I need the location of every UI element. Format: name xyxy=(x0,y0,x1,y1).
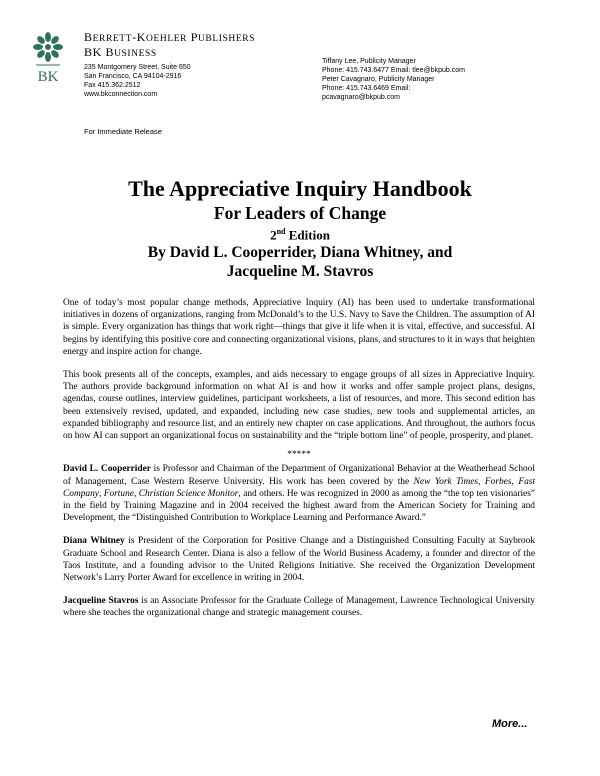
book-title: The Appreciative Inquiry Handbook xyxy=(128,176,472,201)
bk-leaf-icon xyxy=(32,31,64,87)
intro-paragraph: One of today’s most popular change methods, Appreciative Inquiry (AI) has been used to undertake transformational initiatives in dozens of organizations, ranging from McDonald’s to the U.S. Navy to Save the Children. The assumption of AI is simple. Every organization has things that work right—things that give it life when it is vital, effective, and successful. AI begins by identifying this positive core and connecting organizational visions, plans, and structures to it in ways that heighten energy and inspire action for change. xyxy=(63,298,535,357)
bk-logo xyxy=(32,31,64,87)
svg-text:BK: BK xyxy=(37,69,59,85)
website-link[interactable]: www.bkconnection.com xyxy=(84,91,158,98)
contact-email[interactable]: pcavagnaro@bkpub.com xyxy=(322,94,400,101)
edition-label: 2nd Edition xyxy=(270,227,330,243)
more-link[interactable]: More... xyxy=(492,718,528,730)
fax-line: Fax 415.362.2512 xyxy=(84,82,141,89)
address-line: San Francisco, CA 94104-2916 xyxy=(84,73,182,80)
bio-stavros: Jacqueline Stavros is an Associate Professor for the Graduate College of Management, Lawrence Technological University where she teaches the organizational change and strategic management courses. xyxy=(63,596,535,619)
contact-line: Phone: 415.743.6469 Email: xyxy=(322,85,411,92)
imprint-name: BK BUSINESS xyxy=(84,45,157,59)
press-release-body xyxy=(63,297,535,631)
address-line: 235 Montgomery Street, Suite 650 xyxy=(84,64,191,71)
contact-line: Peter Cavagnaro, Publicity Manager xyxy=(322,76,435,83)
title-block xyxy=(0,176,600,281)
book-paragraph: This book presents all of the concepts, examples, and aids necessary to engage groups of all sizes in Appreciative Inquiry. The authors provide background information on what AI is and how it works and offer sample project plans, designs, agendas, course outlines, interview guidelines, participant worksheets, a list of resources, and more. This second edition has been extensively revised, updated, and expanded, including new case studies, new tools and supplemental articles, an expanded bibliography and resource list, and an entirely new chapter on case applications. And throughout, the authors focus on how AI can support an organizational focus on sustainability and the “triple bottom line” of people, prosperity, and planet. xyxy=(63,370,535,442)
publisher-name: BERRETT-KOEHLER PUBLISHERS xyxy=(84,30,256,44)
contact-line: Phone: 415.743.6477 Email: tlee@bkpub.com xyxy=(322,67,465,74)
authors-line: Jacqueline M. Stavros xyxy=(226,263,374,281)
contact-line: Tiffany Lee, Publicity Manager xyxy=(322,58,416,65)
authors-line: By David L. Cooperrider, Diana Whitney, and xyxy=(147,244,453,262)
publicity-contacts xyxy=(322,57,465,102)
publisher-block xyxy=(84,31,255,99)
bio-cooperrider: David L. Cooperrider is Professor and Chairman of the Department of Organizational Behavior at the Weatherhead School of Management, Case Western Reserve University. His work has been covered by the New York Times, Forbes, Fast Company, Fortune, Christian Science Monitor, and others. He was recognized in 2000 as among the “the top ten visionaries” in the field by Training Magazine and in 2004 received the highest award from the American Society for Training and Development, the “Distinguished Contribution to Workplace Learning and Performance Award.” xyxy=(63,464,536,524)
book-subtitle: For Leaders of Change xyxy=(213,203,387,223)
bio-whitney: Diana Whitney is President of the Corporation for Positive Change and a Distinguished Consulting Faculty at Saybrook Graduate School and Research Center. Diana is also a fellow of the World Business Academy, a founder and director of the Taos Institute, and a founding advisor to the United Religions Initiative. She received the Organization Development Network’s Larry Porter Award for excellence in writing in 2004. xyxy=(63,536,535,584)
release-note: For Immediate Release xyxy=(84,127,162,136)
section-separator: ***** xyxy=(287,450,311,461)
